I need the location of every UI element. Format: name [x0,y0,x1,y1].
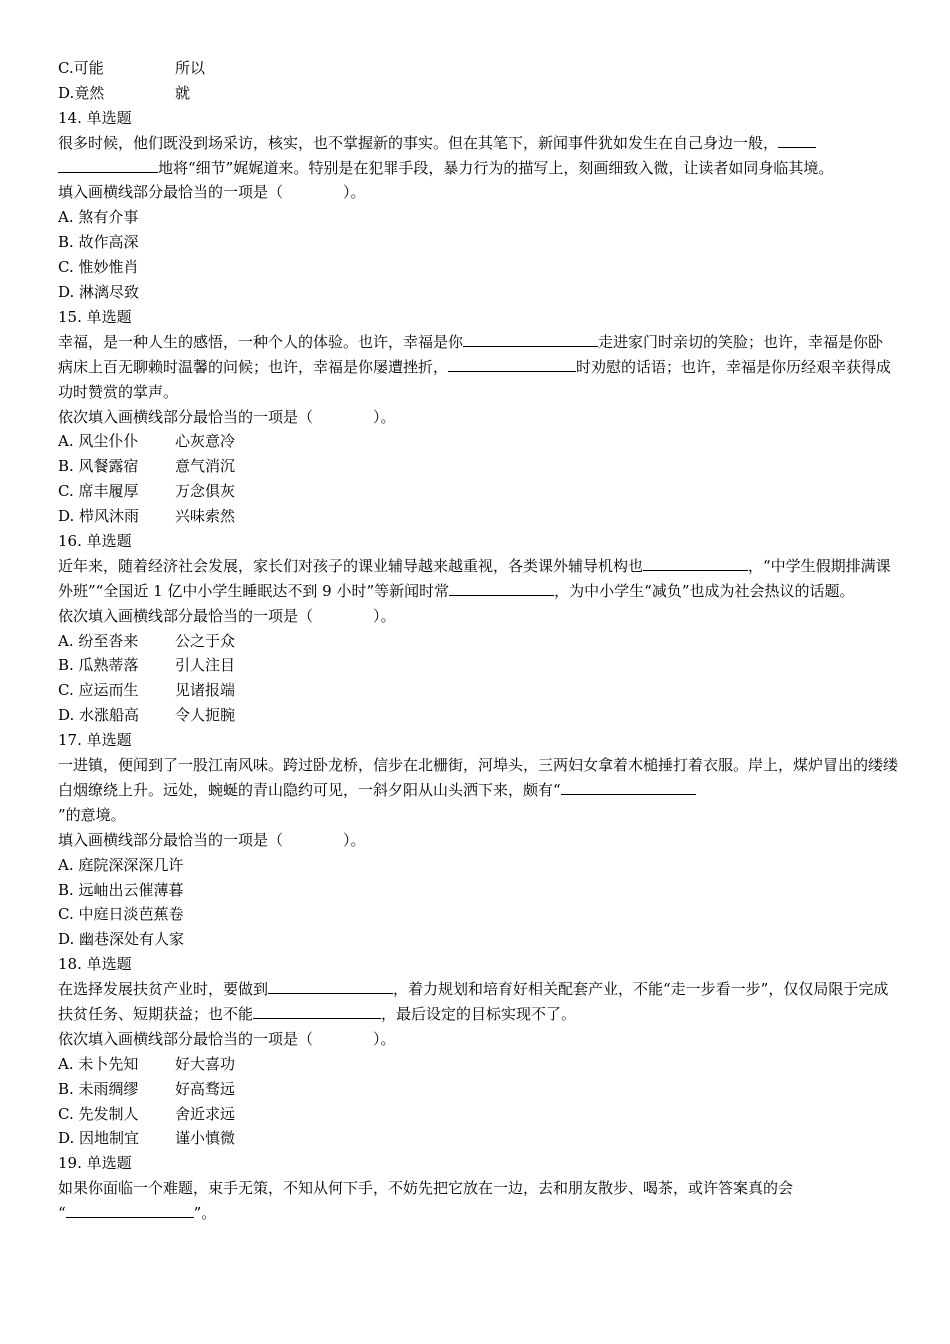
option-word-1: A. 纷至沓来 [58,631,139,650]
option-b[interactable] [58,653,898,678]
option-word-1: B. 未雨绸缪 [58,1079,139,1098]
stem-text: “ [58,1204,66,1223]
option-word-1: B. 风餐露宿 [58,457,139,476]
stem-text: 时劝慰的话语；也许，幸福是你历经艰辛获得成功时赞赏的掌声。 [58,357,892,401]
option-c[interactable] [58,479,898,504]
option-word-1: 可能 [73,59,104,77]
option-word-2: 意气消沉 [175,457,236,476]
answer-blank [449,579,554,596]
answer-blank [643,554,748,571]
question-18-stem [58,977,898,1027]
option-word-1: C. 席丰履厚 [58,482,139,501]
answer-blank [66,1201,194,1218]
stem-text: ”。 [193,1204,217,1223]
question-14-header: 14. 单选题 [58,108,132,127]
option-word-2: 好大喜功 [175,1054,236,1073]
stem-text: ”的意境。 [58,805,126,824]
option-letter: C. [58,59,74,77]
question-19-stem [58,1176,898,1226]
option-word-1: C. 先发制人 [58,1104,139,1123]
stem-text: ，着力规划和培育好相关配套产业，不能“走一步看一步”，仅仅局限于完成扶贫任务、短期获益；也不能 [58,980,889,1024]
answer-blank [778,131,816,148]
question-18-header: 18. 单选题 [58,955,132,974]
answer-blank [561,778,696,795]
stem-text: ，“中学生假期排满课外班”“全国近 1 亿中小学生睡眠达不到 9 小时”等新闻时常 [58,556,891,600]
option-d[interactable] [58,1126,898,1151]
answer-blank [463,330,598,347]
option-d[interactable] [58,504,898,529]
question-14-prompt: 填入画横线部分最恰当的一项是（ ）。 [58,183,366,202]
option-word-2: 谨小慎微 [175,1129,236,1148]
question-17-stem [58,753,898,828]
option-letter: D. [58,83,75,102]
question-19-header: 19. 单选题 [58,1154,132,1173]
option-c[interactable] [58,678,898,703]
option-word-2: 所以 [175,59,206,77]
stem-text: 走进家门时亲切的笑脸；也许，幸福是你卧病床上百无聊赖时温馨的问候；也许，幸福是你屡遭挫折， [58,332,884,376]
option-word-2: 兴味索然 [175,507,236,526]
option-a[interactable]: A. 庭院深深深几许 [58,855,184,874]
answer-blank [268,977,393,994]
option-c[interactable]: C. 中庭日淡芭蕉卷 [58,905,184,924]
option-word-1: 竟然 [74,83,105,102]
option-b[interactable] [58,1077,898,1102]
question-16-stem [58,554,898,604]
question-17-header: 17. 单选题 [58,731,132,750]
question-16-prompt: 依次填入画横线部分最恰当的一项是（ ）。 [58,606,396,625]
answer-blank [448,355,576,372]
option-word-2: 公之于众 [175,631,236,650]
question-17-prompt: 填入画横线部分最恰当的一项是（ ）。 [58,830,366,849]
stem-text: 如果你面临一个难题，束手无策，不知从何下手，不妨先把它放在一边，去和朋友散步、喝茶，或许答案真的会 [58,1179,794,1198]
option-word-2: 舍近求远 [175,1104,236,1123]
question-15-stem [58,330,898,405]
option-word-1: A. 未卜先知 [58,1054,139,1073]
option-word-2: 好高骛远 [175,1079,236,1098]
option-word-1: C. 应运而生 [58,681,139,700]
question-14-stem [58,131,898,181]
option-d[interactable]: D. 淋漓尽致 [58,283,140,302]
option-word-1: D. 水涨船高 [58,706,140,725]
document-page [58,56,898,1226]
option-word-1: D. 因地制宜 [58,1129,140,1148]
option-c-prev[interactable] [58,56,898,81]
option-d-prev[interactable] [58,81,898,106]
option-d[interactable]: D. 幽巷深处有人家 [58,930,185,949]
stem-text: ，最后设定的目标实现不了。 [381,1005,577,1024]
option-word-2: 见诸报端 [175,681,236,700]
option-a[interactable]: A. 煞有介事 [58,208,139,227]
question-15-header: 15. 单选题 [58,307,132,326]
option-c[interactable] [58,1102,898,1127]
option-word-1: D. 栉风沐雨 [58,507,140,526]
stem-text: 一进镇，便闻到了一股江南风味。跨过卧龙桥，信步在北栅街，河埠头，三两妇女拿着木槌捶打着衣服。岸上，煤炉冒出的缕缕白烟缭绕上升。远处，蜿蜒的青山隐约可见，一斜夕阳从山头洒下来，颇有“ [58,756,899,799]
stem-text: 地将“细节”娓娓道来。特别是在犯罪手段，暴力行为的描写上，刻画细致入微，让读者如同身临其境。 [158,158,834,177]
option-word-2: 引人注目 [175,656,236,675]
option-word-1: A. 风尘仆仆 [58,432,139,451]
option-a[interactable] [58,629,898,654]
option-a[interactable] [58,429,898,454]
option-word-2: 万念俱灰 [175,482,236,501]
stem-text: 近年来，随着经济社会发展，家长们对孩子的课业辅导越来越重视，各类课外辅导机构也 [58,556,644,575]
option-word-2: 心灰意冷 [175,432,236,451]
answer-blank [253,1002,381,1019]
option-b[interactable] [58,454,898,479]
option-word-2: 就 [175,83,191,102]
option-c[interactable]: C. 惟妙惟肖 [58,258,139,277]
question-15-prompt: 依次填入画横线部分最恰当的一项是（ ）。 [58,407,396,426]
stem-text: ，为中小学生“减负”也成为社会热议的话题。 [554,581,855,600]
option-d[interactable] [58,703,898,728]
stem-text: 幸福，是一种人生的感悟，一种个人的体验。也许，幸福是你 [58,332,464,351]
option-word-1: B. 瓜熟蒂落 [58,656,139,675]
option-b[interactable]: B. 远岫出云催薄暮 [58,880,184,899]
stem-text: 很多时候，他们既没到场采访，核实，也不掌握新的事实。但在其笔下，新闻事件犹如发生在自己身边一般， [58,133,779,152]
answer-blank [58,156,158,173]
question-16-header: 16. 单选题 [58,532,132,550]
option-word-2: 令人扼腕 [175,706,236,725]
option-b[interactable]: B. 故作高深 [58,233,139,252]
question-18-prompt: 依次填入画横线部分最恰当的一项是（ ）。 [58,1029,396,1048]
option-a[interactable] [58,1052,898,1077]
stem-text: 在选择发展扶贫产业时，要做到 [58,980,269,999]
